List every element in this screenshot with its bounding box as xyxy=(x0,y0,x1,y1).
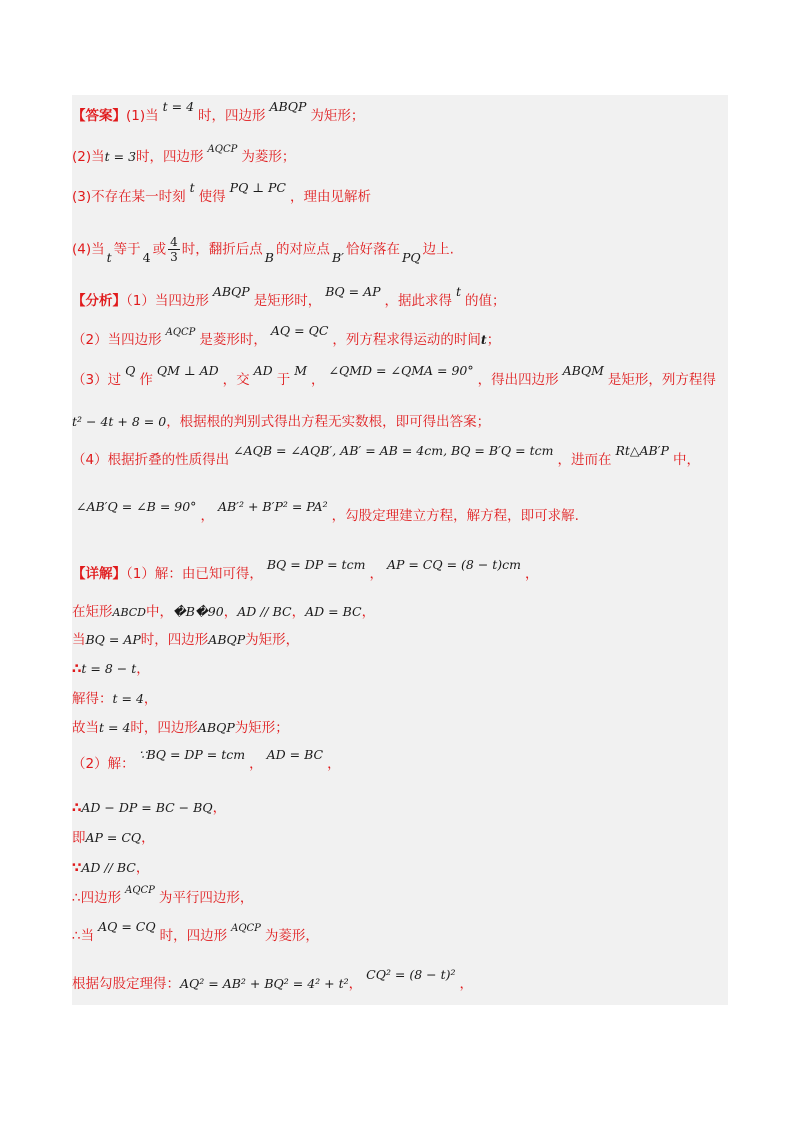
detail-line-12: ∴当AQ = CQ时，四边形 $^{AQCP}$ 为菱形， xyxy=(72,919,319,944)
detail-tag: 【详解】 xyxy=(72,566,126,582)
detail-line-3: 当BQ = AP时，四边形ABQP为矩形， xyxy=(72,632,300,648)
answer-line-4: (4)当 t 等于 4 或 $\frac{4}{3}$ 时，翻折后点 B 的对应点 B′ 恰好落在 PQ 边上. xyxy=(72,235,454,265)
analysis-line-5: （4）根据折叠的性质得出∠AQB = ∠AQB′, AB′ = AB = 4cm, BQ = B′Q = tcm，进而在Rt△AB′P中， xyxy=(72,443,700,468)
detail-line-11: ∴四边形 $^{AQCP}$ 为平行四边形， xyxy=(72,885,254,906)
fraction-four-thirds: $\frac{4}{3}$ xyxy=(170,235,178,264)
detail-line-5: 解得：t = 4， xyxy=(72,691,158,707)
solution-panel xyxy=(72,95,728,1005)
analysis-line-4: t² − 4t + 8 = 0，根据根的判别式得出方程无实数根，即可得出答案； xyxy=(72,414,491,430)
detail-line-9: 即AP = CQ， xyxy=(72,830,155,846)
detail-line-10: ∵AD // BC， xyxy=(72,860,150,876)
analysis-line-2: （2）当四边形 $^{AQCP}$ 是菱形时，AQ = QC，列方程求得运动的时间t； xyxy=(72,323,501,348)
detail-line-8: ∴AD − DP = BC − BQ， xyxy=(72,800,227,816)
answer-line-1: 【答案】(1)当t = 4时，四边形ABQP为矩形； xyxy=(72,99,365,124)
answer-tag: 【答案】 xyxy=(72,108,126,124)
analysis-tag: 【分析】 xyxy=(72,293,126,309)
answer-line-3: (3)不存在某一时刻t使得PQ ⊥ PC，理由见解析 xyxy=(72,180,371,205)
detail-line-13: 根据勾股定理得：AQ² = AB² + BQ² = 4² + t²，CQ² = (8 − t)²， xyxy=(72,967,474,992)
detail-line-1: 【详解】（1）解：由已知可得，BQ = DP = tcm，AP = CQ = (8 − t)cm， xyxy=(72,557,539,582)
detail-line-2: 在矩形ABCD中，�B�90，AD // BC，AD = BC， xyxy=(72,604,376,620)
analysis-line-6: ∠AB′Q = ∠B = 90°，AB′² + B′P² = PA²，勾股定理建立方程，解方程，即可求解. xyxy=(76,499,579,524)
detail-line-7: （2）解：∵BQ = DP = tcm，AD = BC， xyxy=(72,747,341,772)
analysis-line-3: （3）过Q作QM ⊥ AD，交AD于M，∠QMD = ∠QMA = 90°，得出四边形ABQM是矩形，列方程得 xyxy=(72,363,716,388)
answer-line-2: (2)当t = 3时，四边形 $^{AQCP}$ 为菱形； xyxy=(72,144,296,165)
detail-line-6: 故当t = 4时，四边形ABQP为矩形； xyxy=(72,720,289,736)
analysis-line-1: 【分析】（1）当四边形ABQP是矩形时，BQ = AP，据此求得t的值； xyxy=(72,284,506,309)
detail-line-4: ∴t = 8 − t， xyxy=(72,661,150,677)
